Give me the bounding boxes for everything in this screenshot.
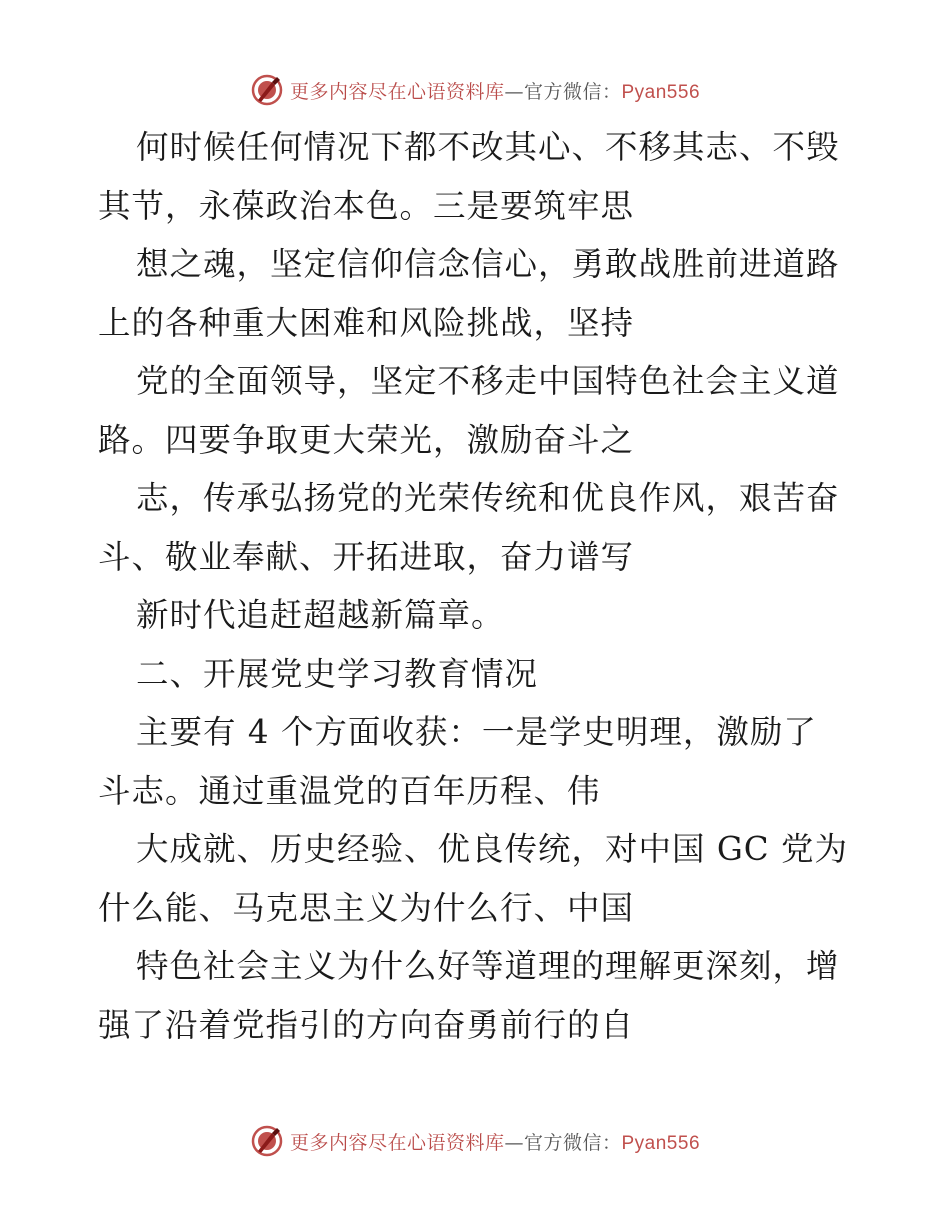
text-line: 强了沿着党指引的方向奋勇前行的自: [98, 1005, 635, 1044]
document-body: [98, 118, 858, 1054]
text-line: 志，传承弘扬党的光荣传统和优良作风，艰苦奋: [136, 479, 840, 517]
text-line: 其节，永葆政治本色。三是要筑牢思: [98, 186, 635, 225]
text-line: 特色社会主义为什么好等道理的理解更深刻，增: [136, 947, 840, 985]
text-line: 斗、敬业奉献、开拓进取，奋力谱写: [98, 537, 635, 576]
section-heading: 二、开展党史学习教育情况: [136, 654, 539, 693]
text-line: 党的全面领导，坚定不移走中国特色社会主义道: [136, 362, 840, 400]
text-line: 斗志。通过重温党的百年历程、伟: [98, 771, 601, 810]
footer-watermark: [0, 1121, 950, 1161]
watermark-text: 更多内容尽在心语资料库—官方微信：Pyan556: [289, 80, 701, 103]
text-line: 想之魂，坚定信仰信念信心，勇敢战胜前进道路: [136, 245, 840, 283]
text-line: 大成就、历史经验、优良传统，对中国 GC 党为: [136, 830, 848, 868]
text-line: 路。四要争取更大荣光，激励奋斗之: [98, 420, 635, 459]
pen-logo-icon: [250, 73, 284, 107]
text-line: 上的各种重大困难和风险挑战，坚持: [98, 303, 635, 342]
watermark-text: 更多内容尽在心语资料库—官方微信：Pyan556: [289, 1131, 701, 1154]
pen-logo-icon: [250, 1124, 284, 1158]
text-line: 何时候任何情况下都不改其心、不移其志、不毁: [136, 128, 840, 166]
header-watermark: [0, 70, 950, 110]
text-line: 新时代追赶超越新篇章。: [136, 596, 505, 634]
text-line: 主要有 4 个方面收获：一是学史明理，激励了: [136, 713, 817, 751]
text-line: 什么能、马克思主义为什么行、中国: [98, 888, 635, 927]
